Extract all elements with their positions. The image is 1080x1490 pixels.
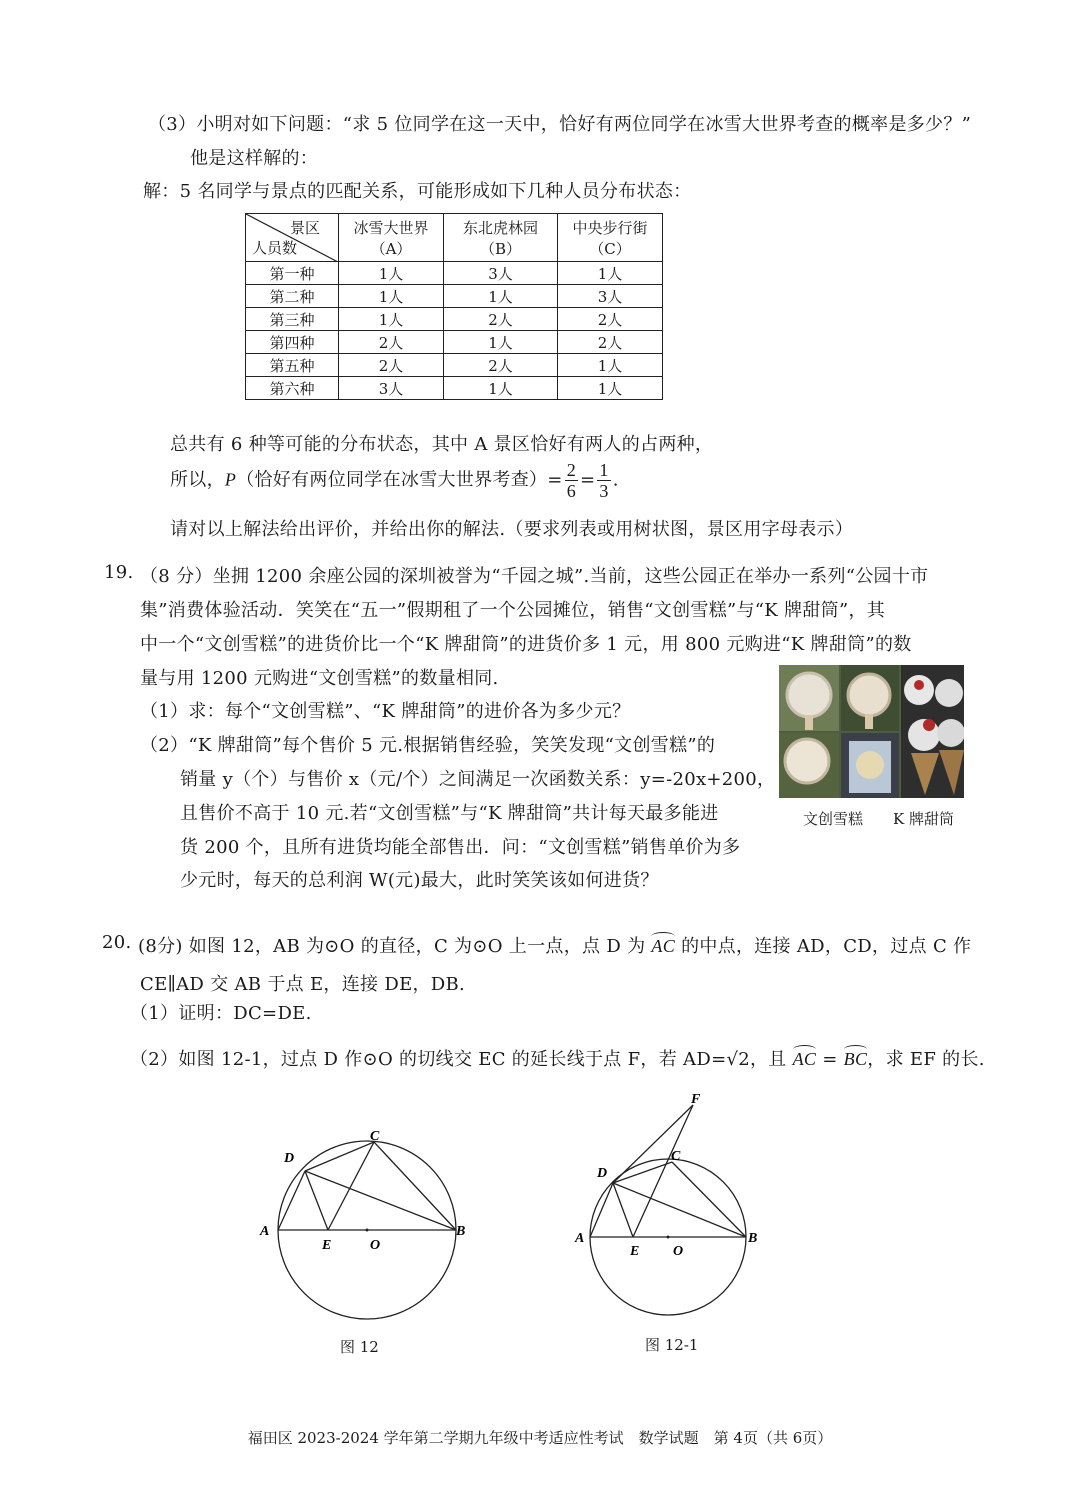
label-e-2: E <box>630 1244 640 1259</box>
figure-12 <box>250 1120 480 1320</box>
q19-line3: 中一个“文创雪糕”的进货价比一个“K 牌甜筒”的进货价多 1 元，用 800 元购进“K 牌甜筒”的数 <box>140 634 912 655</box>
label-c: C <box>370 1129 380 1144</box>
table-row: 第一种 1人 3人 1人 <box>246 262 663 285</box>
q20-number: 20. <box>102 932 132 953</box>
arc-ac: AC <box>651 936 676 956</box>
table-row: 第四种 2人 1人 2人 <box>246 331 663 354</box>
label-b-2: B <box>748 1231 758 1246</box>
page-footer: 福田区 2023-2024 学年第二学期九年级中考适应性考试 数学试题 第 4页（共 6页） <box>247 1429 833 1447</box>
q18-3-probability-line: 所以，P（恰好有两位同学在冰雪大世界考查）= $\frac{2}{6}$ = $\frac{1}{3}$ . <box>170 460 619 501</box>
figure-12-1-caption: 图 12-1 <box>645 1336 699 1354</box>
corner-top-label: 景区 <box>289 219 320 237</box>
q18-3-solution-intro: 解：5 名同学与景点的匹配关系，可能形成如下几种人员分布状态： <box>143 181 692 202</box>
ice-cream-illustration <box>779 665 964 798</box>
q18-3-line6: 请对以上解法给出评价，并给出你的解法.（要求列表或用树状图，景区用字母表示） <box>170 519 854 540</box>
label-f: F <box>691 1092 701 1107</box>
label-d: D <box>284 1151 295 1166</box>
q18-3-line4: 总共有 6 种等可能的分布状态，其中 A 景区恰好有两人的占两种， <box>170 434 714 455</box>
q19-part2-line4: 货 200 个，且所有进货均能全部售出．问：“文创雪糕”销售单价为多 <box>180 837 741 858</box>
figure-12-1 <box>565 1085 770 1330</box>
q20-line2: CE∥AD 交 AB 于点 E，连接 DE，DB. <box>140 974 466 995</box>
q19-part2-line5: 少元时，每天的总利润 W(元)最大，此时笑笑该如何进货？ <box>180 870 659 891</box>
q19-part1: （1）求：每个“文创雪糕”、“K 牌甜筒”的进价各为多少元？ <box>140 701 631 722</box>
photo-caption-kbrand: K 牌甜筒 <box>893 810 954 828</box>
table-row: 第二种 1人 1人 3人 <box>246 285 663 308</box>
table-corner-cell <box>246 214 339 262</box>
label-e: E <box>322 1238 332 1253</box>
figure-12-caption: 图 12 <box>340 1338 379 1356</box>
table-header-a: 冰雪大世界 （A） <box>339 214 444 262</box>
label-c-2: C <box>671 1149 681 1164</box>
distribution-table <box>245 213 663 400</box>
label-o-2: O <box>673 1244 684 1259</box>
q20-part2: （2）如图 12-1，过点 D 作⊙O 的切线交 EC 的延长线于点 F，若 AD=√2，且 AC = BC，求 EF 的长. <box>130 1049 985 1070</box>
q20-line1: (8分) 如图 12，AB 为⊙O 的直径，C 为⊙O 上一点，点 D 为 AC 的中点，连接 AD，CD，过点 C 作 <box>138 936 972 957</box>
q19-line2: 集”消费体验活动．笑笑在“五一”假期租了一个公园摊位，销售“文创雪糕”与“K 牌甜筒”，其 <box>140 600 886 621</box>
label-d-2: D <box>597 1166 608 1181</box>
q19-line4: 量与用 1200 元购进“文创雪糕”的数量相同. <box>140 668 499 689</box>
label-a-2: A <box>575 1231 585 1246</box>
label-b: B <box>456 1224 466 1239</box>
label-a: A <box>260 1224 270 1239</box>
fraction-1-3: $\frac{1}{3}$ <box>599 460 609 501</box>
table-row: 第五种 2人 2人 1人 <box>246 354 663 377</box>
table-row: 第三种 1人 2人 2人 <box>246 308 663 331</box>
ice-cream-photo <box>779 665 964 798</box>
arc-ac-2: AC <box>792 1049 817 1069</box>
table-header-b: 东北虎林园 （B） <box>444 214 558 262</box>
photo-caption-wenchuang: 文创雪糕 <box>803 810 864 828</box>
corner-bottom-label: 人员数 <box>252 239 298 257</box>
table-header-c: 中央步行街 （C） <box>558 214 663 262</box>
fraction-2-6: $\frac{2}{6}$ <box>566 460 576 501</box>
q18-3-line2: 他是这样解的： <box>190 148 319 169</box>
q19-part2-line1: （2）“K 牌甜筒”每个售价 5 元.根据销售经验，笑笑发现“文创雪糕”的 <box>140 735 716 756</box>
q19-part2-line2: 销量 y（个）与售价 x（元/个）之间满足一次函数关系：y=-20x+200， <box>180 769 776 790</box>
q19-part2-line3: 且售价不高于 10 元.若“文创雪糕”与“K 牌甜筒”共计每天最多能进 <box>180 803 719 824</box>
q19-number: 19. <box>104 562 134 583</box>
q20-part1: （1）证明：DC=DE. <box>130 1003 312 1024</box>
arc-bc: BC <box>843 1049 868 1069</box>
table-row: 第六种 3人 1人 1人 <box>246 377 663 400</box>
label-o: O <box>370 1238 381 1253</box>
q18-3-line1: （3）小明对如下问题：“求 5 位同学在这一天中，恰好有两位同学在冰雪大世界考查的概率是多少？” <box>148 114 972 135</box>
q19-line1: （8 分）坐拥 1200 余座公园的深圳被誉为“千园之城”.当前，这些公园正在举办一系列“公园十市 <box>140 566 929 587</box>
